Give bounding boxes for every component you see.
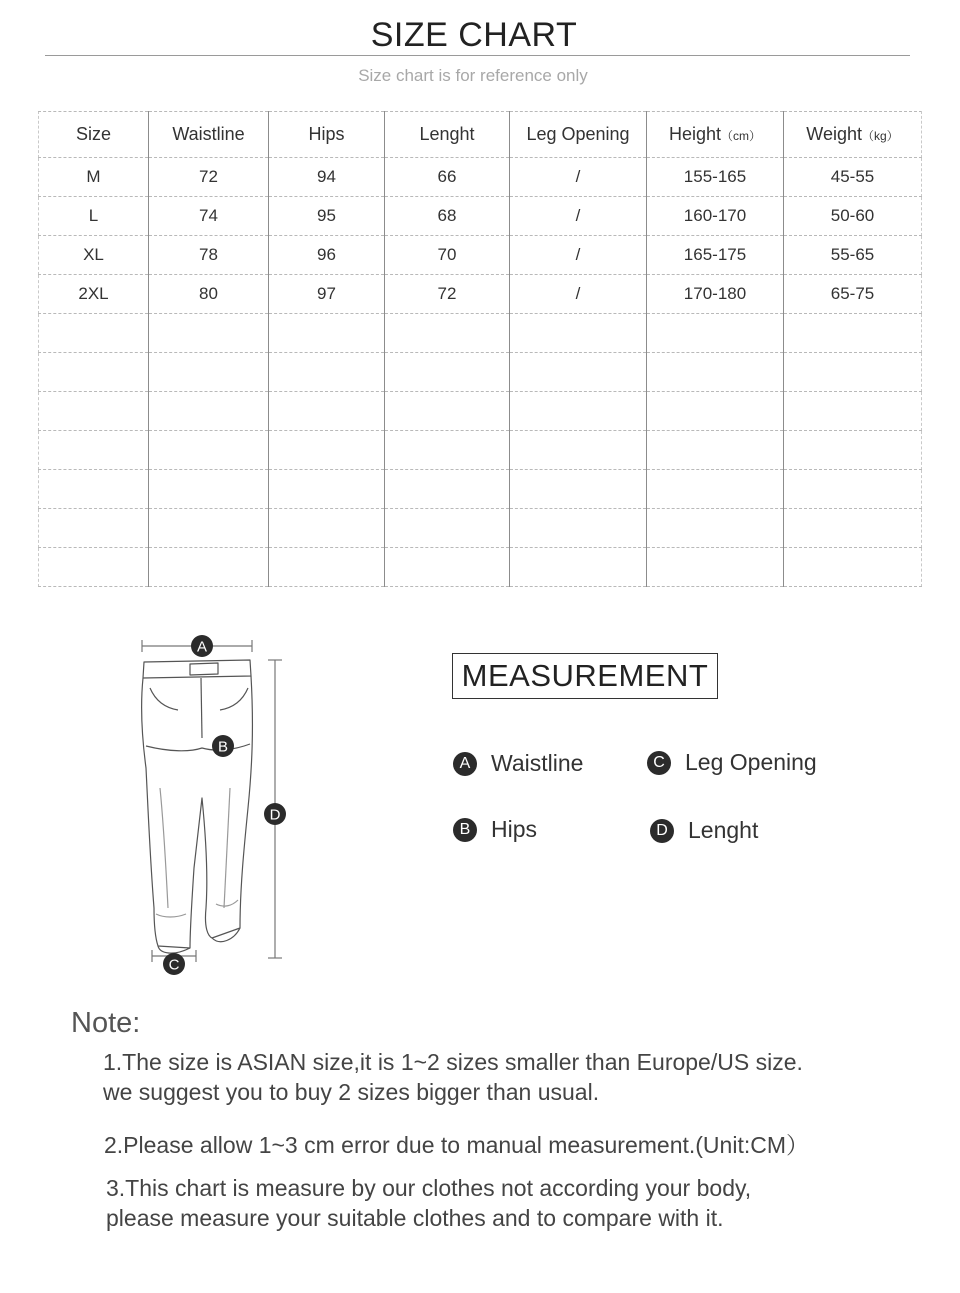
table-cell	[647, 470, 784, 509]
table-header-row	[39, 112, 922, 158]
table-row-empty	[39, 548, 922, 587]
table-cell	[510, 548, 647, 587]
table-cell	[39, 509, 149, 548]
svg-text:A: A	[196, 638, 208, 656]
table-cell: 72	[149, 158, 269, 197]
table-cell	[784, 548, 922, 587]
table-cell: XL	[39, 236, 149, 275]
table-cell	[149, 353, 269, 392]
pants-diagram	[120, 628, 300, 988]
table-cell: 2XL	[39, 275, 149, 314]
table-cell	[39, 431, 149, 470]
measurement-title: MEASUREMENT	[452, 653, 718, 699]
table-cell	[39, 392, 149, 431]
marker-d	[264, 803, 286, 825]
column-header-length: Lenght	[385, 112, 510, 158]
page-title: SIZE CHART	[370, 16, 578, 54]
marker-a	[191, 635, 213, 657]
table-cell: 50-60	[784, 197, 922, 236]
table-cell	[647, 431, 784, 470]
table-cell: /	[510, 275, 647, 314]
table-row	[39, 275, 922, 314]
legend-item-length	[650, 817, 758, 844]
table-cell	[149, 431, 269, 470]
size-table	[38, 111, 922, 587]
table-cell: 80	[149, 275, 269, 314]
table-cell: /	[510, 158, 647, 197]
column-header-weight: Weight（kg）	[784, 112, 922, 158]
table-row-empty	[39, 470, 922, 509]
legend-badge-a: A	[453, 752, 477, 776]
legend-item-waistline	[453, 750, 583, 777]
table-cell	[510, 470, 647, 509]
table-cell	[385, 392, 510, 431]
legend-badge-d: D	[650, 819, 674, 843]
marker-c	[163, 953, 185, 975]
svg-text:B: B	[217, 738, 229, 756]
table-cell: 55-65	[784, 236, 922, 275]
table-cell	[149, 470, 269, 509]
table-cell	[385, 470, 510, 509]
table-cell	[647, 392, 784, 431]
table-cell	[149, 548, 269, 587]
table-row	[39, 236, 922, 275]
table-cell	[269, 392, 385, 431]
legend-item-hips	[453, 816, 537, 843]
table-cell	[269, 509, 385, 548]
marker-b	[212, 735, 234, 757]
table-cell: /	[510, 236, 647, 275]
table-cell	[269, 314, 385, 353]
table-row	[39, 197, 922, 236]
table-cell: 68	[385, 197, 510, 236]
table-cell: 155-165	[647, 158, 784, 197]
table-cell	[784, 470, 922, 509]
table-cell	[784, 509, 922, 548]
table-cell	[385, 431, 510, 470]
column-header-leg-opening: Leg Opening	[510, 112, 647, 158]
table-cell	[510, 509, 647, 548]
table-cell	[784, 314, 922, 353]
table-cell: 66	[385, 158, 510, 197]
note-line: 1.The size is ASIAN size,it is 1~2 sizes smaller than Europe/US size.	[103, 1049, 803, 1075]
note-line: please measure your suitable clothes and to compare with it.	[106, 1205, 724, 1231]
legend-item-leg-opening	[647, 749, 817, 776]
table-row-empty	[39, 314, 922, 353]
table-cell: /	[510, 197, 647, 236]
legend-badge-c: C	[647, 751, 671, 775]
table-row-empty	[39, 392, 922, 431]
table-cell	[647, 314, 784, 353]
table-cell	[647, 548, 784, 587]
table-cell: 94	[269, 158, 385, 197]
table-cell	[510, 353, 647, 392]
table-cell	[784, 431, 922, 470]
table-cell	[647, 353, 784, 392]
table-cell	[39, 314, 149, 353]
table-cell	[149, 509, 269, 548]
table-cell: 97	[269, 275, 385, 314]
note-line: we suggest you to buy 2 sizes bigger than usual.	[103, 1079, 600, 1105]
column-header-size: Size	[39, 112, 149, 158]
svg-text:D: D	[269, 806, 281, 824]
table-cell	[269, 548, 385, 587]
table-cell: 65-75	[784, 275, 922, 314]
svg-text:C: C	[168, 956, 180, 974]
table-cell: 160-170	[647, 197, 784, 236]
table-cell	[39, 548, 149, 587]
table-cell: 96	[269, 236, 385, 275]
table-cell: 70	[385, 236, 510, 275]
table-cell	[39, 353, 149, 392]
legend-label: Leg Opening	[685, 749, 817, 775]
note-title: Note:	[71, 1007, 141, 1039]
legend-label: Lenght	[688, 817, 759, 843]
legend-label: Waistline	[491, 750, 584, 776]
table-cell: L	[39, 197, 149, 236]
table-cell	[269, 431, 385, 470]
table-cell: 78	[149, 236, 269, 275]
table-cell: 45-55	[784, 158, 922, 197]
table-row	[39, 158, 922, 197]
column-header-waistline: Waistline	[149, 112, 269, 158]
table-cell: 170-180	[647, 275, 784, 314]
table-cell	[784, 353, 922, 392]
table-cell	[385, 548, 510, 587]
table-cell	[149, 392, 269, 431]
page-subtitle: Size chart is for reference only	[358, 66, 588, 85]
table-cell	[510, 314, 647, 353]
column-header-height: Height（cm）	[647, 112, 784, 158]
table-cell	[269, 470, 385, 509]
table-cell	[385, 314, 510, 353]
table-cell	[385, 353, 510, 392]
table-cell	[510, 431, 647, 470]
legend-badge-b: B	[453, 818, 477, 842]
table-cell: 95	[269, 197, 385, 236]
table-cell	[269, 353, 385, 392]
table-cell: 74	[149, 197, 269, 236]
note-line: 2.Please allow 1~3 cm error due to manual measurement.(Unit:CM）	[104, 1132, 809, 1158]
weight-unit: （kg）	[862, 129, 899, 143]
table-cell: M	[39, 158, 149, 197]
title-divider	[45, 55, 910, 56]
table-cell	[39, 470, 149, 509]
table-cell: 165-175	[647, 236, 784, 275]
table-row-empty	[39, 353, 922, 392]
table-row-empty	[39, 509, 922, 548]
height-unit: （cm）	[721, 129, 762, 143]
table-cell	[784, 392, 922, 431]
legend-label: Hips	[491, 816, 538, 842]
table-cell	[385, 509, 510, 548]
table-row-empty	[39, 431, 922, 470]
table-cell	[510, 392, 647, 431]
column-header-hips: Hips	[269, 112, 385, 158]
table-cell	[647, 509, 784, 548]
table-cell	[149, 314, 269, 353]
note-line: 3.This chart is measure by our clothes not according your body,	[106, 1175, 752, 1201]
table-cell: 72	[385, 275, 510, 314]
